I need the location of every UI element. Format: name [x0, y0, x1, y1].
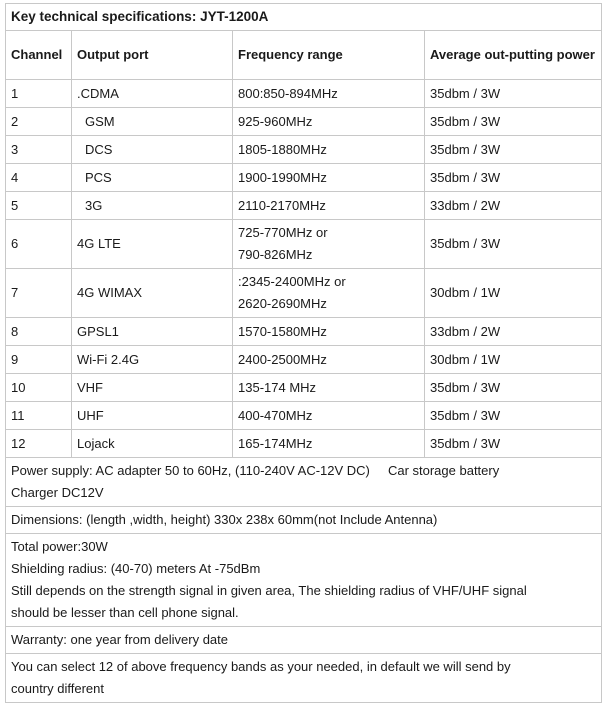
total-power-line: Total power:30W — [11, 539, 108, 554]
port-cell: VHF — [72, 374, 233, 402]
table-row — [6, 192, 602, 220]
table-row — [6, 80, 602, 108]
channel-cell: 11 — [6, 402, 72, 430]
freq-cell: 135-174 MHz — [233, 374, 425, 402]
freq-line: 2620-2690MHz — [238, 296, 327, 311]
port-cell: 4G WIMAX — [72, 269, 233, 318]
freq-cell: 1570-1580MHz — [233, 318, 425, 346]
freq-line: :2345-2400MHz or — [238, 274, 346, 289]
freq-cell: 2400-2500MHz — [233, 346, 425, 374]
freq-cell: 400-470MHz — [233, 402, 425, 430]
freq-cell: 1900-1990MHz — [233, 164, 425, 192]
freq-line: 725-770MHz or — [238, 225, 328, 240]
power-cell: 30dbm / 1W — [425, 269, 602, 318]
power-cell: 33dbm / 2W — [425, 318, 602, 346]
power-cell: 30dbm / 1W — [425, 346, 602, 374]
table-row — [6, 430, 602, 458]
power-supply-line: Power supply: AC adapter 50 to 60Hz, (110-240V AC-12V DC) Car storage battery — [11, 463, 500, 478]
selection-note — [6, 654, 602, 703]
channel-cell: 7 — [6, 269, 72, 318]
freq-cell: 925-960MHz — [233, 108, 425, 136]
port-cell: 3G — [72, 192, 233, 220]
port-cell: Wi-Fi 2.4G — [72, 346, 233, 374]
table-row — [6, 136, 602, 164]
channel-cell: 9 — [6, 346, 72, 374]
power-shielding-note — [6, 534, 602, 627]
channel-cell: 3 — [6, 136, 72, 164]
freq-cell: 1805-1880MHz — [233, 136, 425, 164]
table-row — [6, 164, 602, 192]
power-cell: 35dbm / 3W — [425, 430, 602, 458]
table-row — [6, 269, 602, 318]
power-cell: 35dbm / 3W — [425, 220, 602, 269]
power-cell: 35dbm / 3W — [425, 136, 602, 164]
selection-line: You can select 12 of above frequency bands as your needed, in default we will send by — [11, 659, 511, 674]
selection-line: country different — [11, 681, 104, 696]
shielding-note-line: should be lesser than cell phone signal. — [11, 605, 239, 620]
freq-line: 790-826MHz — [238, 247, 313, 262]
channel-cell: 5 — [6, 192, 72, 220]
freq-cell — [233, 220, 425, 269]
spec-table — [5, 3, 602, 703]
port-cell: 4G LTE — [72, 220, 233, 269]
table-row — [6, 220, 602, 269]
table-row — [6, 108, 602, 136]
table-row — [6, 318, 602, 346]
table-row — [6, 346, 602, 374]
power-cell: 33dbm / 2W — [425, 192, 602, 220]
power-cell: 35dbm / 3W — [425, 402, 602, 430]
power-cell: 35dbm / 3W — [425, 374, 602, 402]
freq-cell — [233, 269, 425, 318]
port-cell: Lojack — [72, 430, 233, 458]
channel-cell: 6 — [6, 220, 72, 269]
freq-cell: 2110-2170MHz — [233, 192, 425, 220]
header-channel: Channel — [6, 31, 72, 80]
power-cell: 35dbm / 3W — [425, 108, 602, 136]
header-power: Average out-putting power — [425, 31, 602, 80]
channel-cell: 8 — [6, 318, 72, 346]
table-row — [6, 402, 602, 430]
freq-cell: 800:850-894MHz — [233, 80, 425, 108]
port-cell: GPSL1 — [72, 318, 233, 346]
port-cell: DCS — [72, 136, 233, 164]
shielding-radius-line: Shielding radius: (40-70) meters At -75dBm — [11, 561, 261, 576]
shielding-note-line: Still depends on the strength signal in given area, The shielding radius of VHF/UHF signal — [11, 583, 527, 598]
channel-cell: 12 — [6, 430, 72, 458]
port-cell: GSM — [72, 108, 233, 136]
freq-cell: 165-174MHz — [233, 430, 425, 458]
power-supply-line: Charger DC12V — [11, 485, 104, 500]
power-cell: 35dbm / 3W — [425, 80, 602, 108]
header-frequency-range: Frequency range — [233, 31, 425, 80]
port-cell: .CDMA — [72, 80, 233, 108]
port-cell: PCS — [72, 164, 233, 192]
power-cell: 35dbm / 3W — [425, 164, 602, 192]
header-output-port: Output port — [72, 31, 233, 80]
channel-cell: 1 — [6, 80, 72, 108]
dimensions-note: Dimensions: (length ,width, height) 330x 238x 60mm(not Include Antenna) — [6, 507, 602, 534]
table-row — [6, 374, 602, 402]
channel-cell: 4 — [6, 164, 72, 192]
channel-cell: 2 — [6, 108, 72, 136]
table-title: Key technical specifications: JYT-1200A — [6, 4, 602, 31]
port-cell: UHF — [72, 402, 233, 430]
channel-cell: 10 — [6, 374, 72, 402]
warranty-note: Warranty: one year from delivery date — [6, 627, 602, 654]
power-supply-note — [6, 458, 602, 507]
